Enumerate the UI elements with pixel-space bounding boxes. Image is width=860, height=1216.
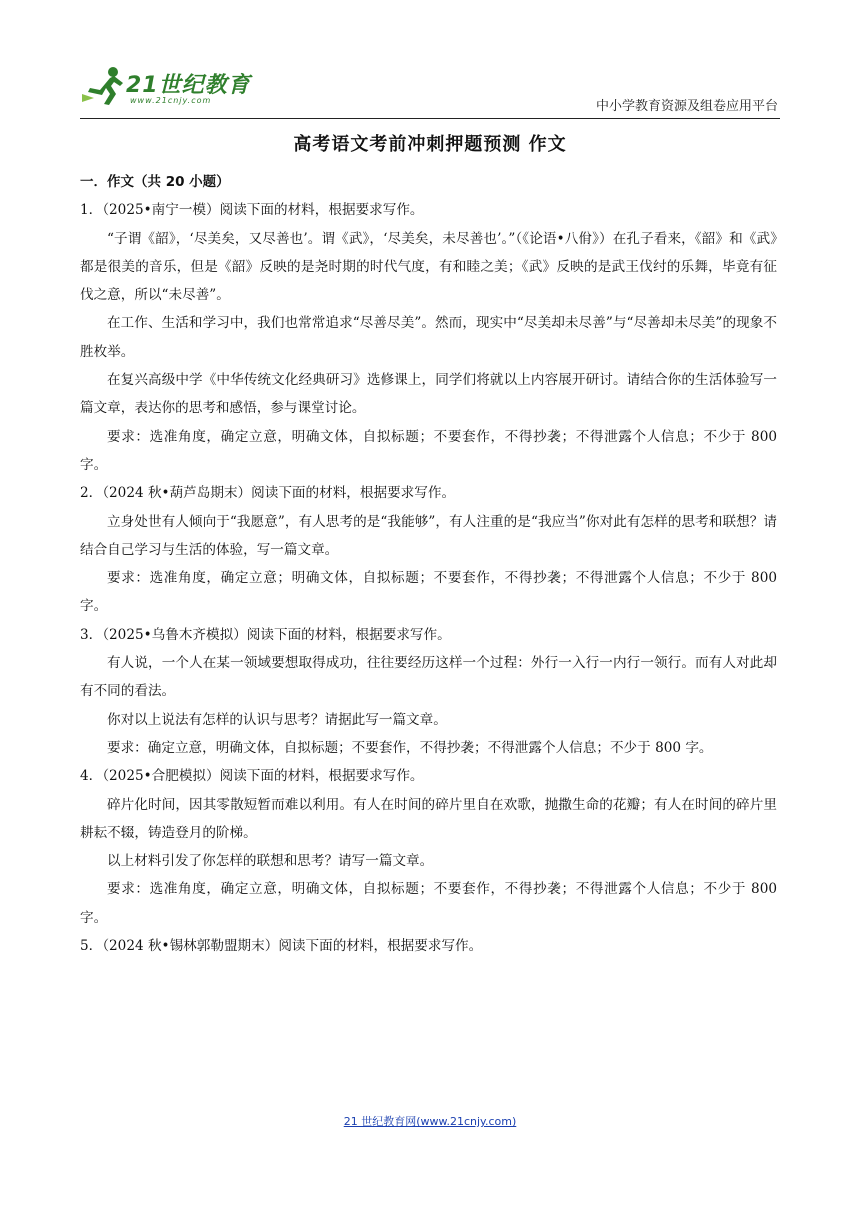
question-2-requirements: 要求：选准角度，确定立意；明确文体，自拟标题；不要套作，不得抄袭；不得泄露个人信息；不少于 800 字。 xyxy=(80,570,777,615)
site-logo[interactable] xyxy=(80,64,280,110)
platform-name: 中小学教育资源及组卷应用平台 xyxy=(595,99,778,114)
question-3-para-1: 有人说，一个人在某一领域要想取得成功，往往要经历这样一个过程：外行一入行一内行一领行。而有人对此却有不同的看法。 xyxy=(80,655,777,700)
logo-text: 21世纪教育 xyxy=(126,73,251,98)
runner-icon xyxy=(80,64,126,108)
page-footer xyxy=(0,1113,860,1129)
question-2-head: 2．（2024 秋•葫芦岛期末）阅读下面的材料，根据要求写作。 xyxy=(80,485,456,502)
question-1-para-3: 在复兴高级中学《中华传统文化经典研习》选修课上，同学们将就以上内容展开研讨。请结合你的生活体验写一篇文章，表达你的思考和感悟，参与课堂讨论。 xyxy=(80,372,777,417)
question-3-head: 3．（2025•乌鲁木齐模拟）阅读下面的材料，根据要求写作。 xyxy=(80,626,451,643)
page-header xyxy=(80,62,780,119)
question-1-para-2: 在工作、生活和学习中，我们也常常追求“尽善尽美”。然而，现实中“尽美却未尽善”与“尽善却未尽美”的现象不胜枚举。 xyxy=(80,315,777,360)
question-5-head: 5．（2024 秋•锡林郭勒盟期末）阅读下面的材料，根据要求写作。 xyxy=(80,938,483,955)
question-4-head: 4．（2025•合肥模拟）阅读下面的材料，根据要求写作。 xyxy=(80,768,424,785)
section-heading: 一．作文（共 20 小题） xyxy=(80,174,230,190)
question-1-head: 1．（2025•南宁一模）阅读下面的材料，根据要求写作。 xyxy=(80,202,424,219)
question-4-requirements: 要求：选准角度，确定立意，明确文体，自拟标题；不要套作，不得抄袭；不得泄露个人信息；不少于 800 字。 xyxy=(80,881,777,926)
question-1-requirements: 要求：选准角度，确定立意，明确文体，自拟标题；不要套作，不得抄袭；不得泄露个人信息；不少于 800 字。 xyxy=(80,428,777,473)
question-3-para-2: 你对以上说法有怎样的认识与思考？请据此写一篇文章。 xyxy=(107,711,447,728)
logo-url: www.21cnjy.com xyxy=(130,96,212,105)
question-1-para-1: “子谓《韶》，‘尽美矣，又尽善也’。谓《武》，‘尽美矣，未尽善也’。”（《论语•八佾》）在孔子看来，《韶》和《武》都是很美的音乐，但是《韶》反映的是尧时期的时代气度，有和睦之美；《武》反映的是武王伐纣的乐舞，毕竟有征伐之意，所以“未尽善”。 xyxy=(80,230,777,304)
footer-link[interactable]: 21 世纪教育网(www.21cnjy.com) xyxy=(343,1115,517,1128)
question-4-para-2: 以上材料引发了你怎样的联想和思考？请写一篇文章。 xyxy=(107,853,434,870)
document-body xyxy=(80,168,777,960)
question-3-requirements: 要求：确定立意，明确文体，自拟标题；不要套作，不得抄袭；不得泄露个人信息；不少于 800 字。 xyxy=(107,739,713,756)
page-title: 高考语文考前冲刺押题预测 作文 xyxy=(293,134,567,155)
question-4-para-1: 碎片化时间，因其零散短暂而难以利用。有人在时间的碎片里自在欢歌，抛撒生命的花瓣；有人在时间的碎片里耕耘不辍，铸造登月的阶梯。 xyxy=(80,796,777,841)
question-2-para-1: 立身处世有人倾向于“我愿意”，有人思考的是“我能够”，有人注重的是“我应当”你对此有怎样的思考和联想？请结合自己学习与生活的体验，写一篇文章。 xyxy=(80,513,777,558)
